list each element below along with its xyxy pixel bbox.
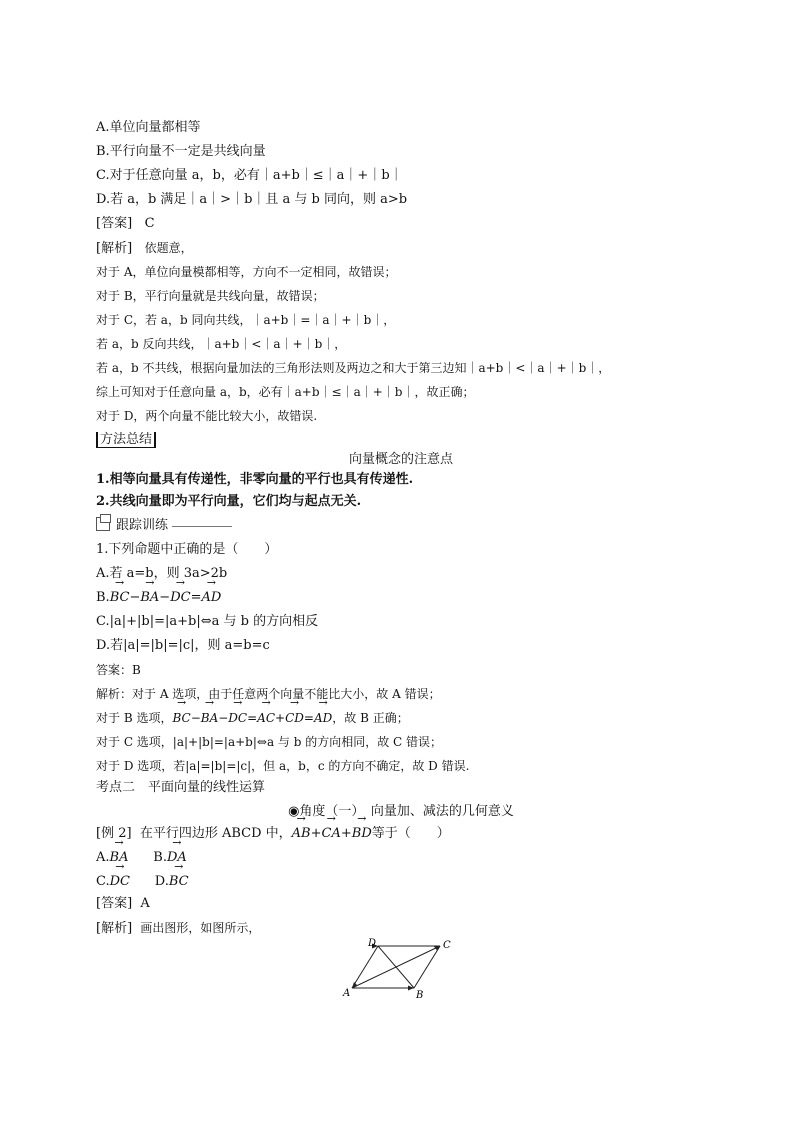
analysis-c3: 若 a，b 不共线，根据向量加法的三角形法则及两边之和大于第三边知｜a+b｜<｜a｜+｜b｜， <box>96 361 611 375</box>
angle-title: ◉角度（一） 向量加、减法的几何意义 <box>288 804 514 819</box>
analysis-c1: 对于 C，若 a，b 同向共线，｜a+b｜=｜a｜+｜b｜， <box>96 313 396 327</box>
label-d: D <box>368 938 377 949</box>
notebook-icon <box>96 517 110 531</box>
analysis-d: 对于 D，两个向量不能比较大小，故错误. <box>96 409 318 423</box>
q1-analysis-d: 对于 D 选项，若|a|=|b|=|c|，但 a，b，c 的方向不确定，故 D 错误. <box>96 759 470 773</box>
analysis-c2: 若 a，b 反向共线，｜a+b｜<｜a｜+｜b｜， <box>96 337 347 351</box>
answer-line <box>96 214 155 234</box>
vector-dc: → DC <box>170 588 190 608</box>
label-a: A <box>343 988 351 999</box>
analysis-line <box>96 238 193 259</box>
ex2-answer: [答案] A <box>96 896 150 911</box>
q1-analysis-c: 对于 C 选项，|a|+|b|=|a+b|⇔a 与 b 的方向相同，故 C 错误； <box>96 735 443 749</box>
diagonal-bd <box>378 946 414 988</box>
option-a: A.单位向量都相等 <box>96 120 201 135</box>
q1-answer: 答案：B <box>96 663 141 677</box>
section-title: 考点二 平面向量的线性运算 <box>96 780 266 795</box>
q1-option-b: B.→ BC−→ BA−→ DC=→ AD <box>96 588 221 608</box>
vector-ad: → AD <box>201 588 221 608</box>
analysis-intro: 依题意， <box>144 241 193 255</box>
track-heading: 跟踪训练 <box>96 516 232 536</box>
answer-label: [答案] <box>96 216 133 231</box>
label-b: B <box>416 990 424 1000</box>
method-title: 向量概念的注意点 <box>348 452 453 467</box>
q1-option-d: D.若|a|=|b|=|c|，则 a=b=c <box>96 638 270 653</box>
analysis-label: [解析] <box>96 241 133 256</box>
q1-analysis-b: 对于 B 选项，→ BC−→ BA−→ DC=→ AC+→ CD=→ AD，故 B 正确； <box>96 708 409 728</box>
method-label: 方法总结 <box>96 430 156 450</box>
q1-option-c: C.|a|+|b|=|a+b|⇔a 与 b 的方向相反 <box>96 614 319 629</box>
analysis-a: 对于 A，单位向量模都相等，方向不一定相同，故错误； <box>96 265 397 279</box>
q1-analysis-a: 解析：对于 A 选项，由于任意两个向量不能比大小，故 A 错误； <box>96 687 441 701</box>
parallelogram-figure <box>342 938 462 1000</box>
vector-bc: → BC <box>110 588 130 608</box>
analysis-b: 对于 B，平行向量就是共线向量，故错误； <box>96 289 325 303</box>
option-d: D.若 a，b 满足｜a｜>｜b｜且 a 与 b 同向，则 a>b <box>96 192 408 207</box>
heading-underline <box>172 526 232 527</box>
ex2-analysis: [解析] 画出图形，如图所示， <box>96 921 261 936</box>
method-point-2: 2.共线向量即为平行向量，它们均与起点无关. <box>96 494 362 509</box>
ex2-options-cd: C.→ DC D.→ BC <box>96 872 189 892</box>
vector-ba: → BA <box>140 588 159 608</box>
label-c: C <box>443 940 451 951</box>
option-c: C.对于任意向量 a，b，必有｜a+b｜≤｜a｜+｜b｜ <box>96 168 403 183</box>
method-point-1: 1.相等向量具有传递性，非零向量的平行也具有传递性. <box>96 472 414 487</box>
ex2-options-ab: A.→ BA B.→ DA <box>96 848 187 868</box>
option-b: B.平行向量不一定是共线向量 <box>96 144 266 159</box>
q1-option-a: A.若 a=b，则 3a>2b <box>96 566 228 581</box>
ex2-stem: [例 2] 在平行四边形 ABCD 中，→ AB+→ CA+→ BD等于（ ） <box>96 824 450 844</box>
q1-stem: 1.下列命题中正确的是（ ） <box>96 542 278 557</box>
analysis-c4: 综上可知对于任意向量 a，b，必有｜a+b｜≤｜a｜+｜b｜，故正确； <box>96 385 475 399</box>
answer-value: C <box>144 216 155 231</box>
